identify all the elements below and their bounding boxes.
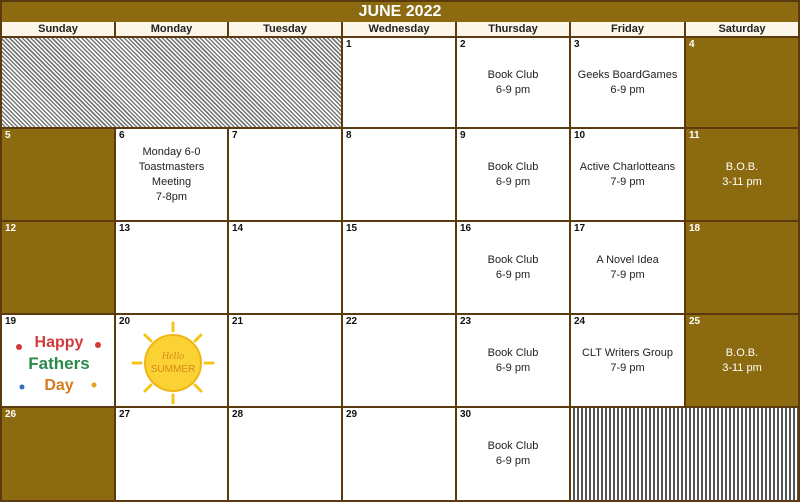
day-cell-8[interactable] bbox=[343, 129, 455, 220]
fathers-day-illustration bbox=[2, 315, 114, 406]
event bbox=[457, 222, 569, 313]
day-cell-26[interactable] bbox=[2, 408, 114, 500]
event-time: 3-11 pm bbox=[722, 175, 762, 188]
event-line: Meeting bbox=[151, 175, 192, 188]
art-word-fathers: Fathers bbox=[28, 354, 90, 373]
day-cell-7[interactable] bbox=[229, 129, 341, 220]
day-cell-25[interactable] bbox=[686, 315, 798, 406]
event-line: Toastmasters bbox=[138, 160, 205, 173]
event-title: CLT Writers Group bbox=[581, 346, 674, 359]
event-line: Monday 6-0 bbox=[142, 145, 201, 158]
event-time: 3-11 pm bbox=[722, 361, 762, 374]
event-time: 6-9 pm bbox=[495, 175, 531, 188]
event bbox=[457, 408, 569, 500]
day-number: 6 bbox=[119, 130, 125, 141]
empty-cell-start bbox=[2, 38, 341, 127]
day-cell-1[interactable] bbox=[343, 38, 455, 127]
day-number: 14 bbox=[232, 223, 244, 234]
sun-icon bbox=[116, 315, 227, 406]
event-time: 7-9 pm bbox=[610, 268, 645, 281]
day-number: 20 bbox=[119, 316, 131, 327]
day-number: 30 bbox=[460, 409, 472, 420]
day-number: 15 bbox=[346, 223, 358, 234]
day-number: 9 bbox=[460, 130, 466, 141]
event bbox=[116, 129, 227, 220]
day-cell-20[interactable] bbox=[116, 315, 227, 406]
event-title: Book Club bbox=[487, 346, 539, 359]
day-cell-18[interactable] bbox=[686, 222, 798, 313]
weekday-monday: Monday bbox=[116, 22, 227, 36]
day-cell-13[interactable] bbox=[116, 222, 227, 313]
event bbox=[571, 315, 684, 406]
day-cell-16[interactable] bbox=[457, 222, 569, 313]
event bbox=[686, 129, 798, 220]
event-title: Active Charlotteans bbox=[579, 160, 676, 173]
art-word-hello: Hello bbox=[161, 351, 185, 362]
day-number: 26 bbox=[5, 409, 17, 420]
day-cell-2[interactable] bbox=[457, 38, 569, 127]
event-title: Geeks BoardGames bbox=[577, 68, 678, 81]
day-number: 28 bbox=[232, 409, 244, 420]
day-cell-12[interactable] bbox=[2, 222, 114, 313]
event-title: Book Club bbox=[487, 160, 539, 173]
day-number: 21 bbox=[232, 316, 244, 327]
calendar-title: JUNE 2022 bbox=[2, 2, 798, 22]
day-number: 19 bbox=[5, 316, 17, 327]
day-number: 1 bbox=[346, 39, 352, 50]
day-cell-11[interactable] bbox=[686, 129, 798, 220]
event-time: 6-9 pm bbox=[495, 361, 531, 374]
event bbox=[686, 315, 798, 406]
day-number: 22 bbox=[346, 316, 358, 327]
day-cell-10[interactable] bbox=[571, 129, 684, 220]
day-cell-14[interactable] bbox=[229, 222, 341, 313]
day-number: 10 bbox=[574, 130, 586, 141]
day-number: 27 bbox=[119, 409, 131, 420]
day-cell-3[interactable] bbox=[571, 38, 684, 127]
day-cell-23[interactable] bbox=[457, 315, 569, 406]
day-number: 17 bbox=[574, 223, 586, 234]
weekday-saturday: Saturday bbox=[686, 22, 798, 36]
day-cell-6[interactable] bbox=[116, 129, 227, 220]
event bbox=[457, 129, 569, 220]
day-cell-5[interactable] bbox=[2, 129, 114, 220]
event-time: 6-9 pm bbox=[495, 83, 531, 96]
day-number: 23 bbox=[460, 316, 472, 327]
event-title: Book Club bbox=[487, 440, 539, 452]
day-number: 13 bbox=[119, 223, 131, 234]
day-number: 5 bbox=[5, 130, 11, 141]
art-word-day: Day bbox=[44, 377, 74, 394]
day-cell-21[interactable] bbox=[229, 315, 341, 406]
event bbox=[457, 38, 569, 127]
day-cell-22[interactable] bbox=[343, 315, 455, 406]
day-number: 18 bbox=[689, 223, 701, 234]
event bbox=[457, 315, 569, 406]
day-cell-19[interactable] bbox=[2, 315, 114, 406]
day-cell-17[interactable] bbox=[571, 222, 684, 313]
weekday-sunday: Sunday bbox=[2, 22, 114, 36]
day-cell-28[interactable] bbox=[229, 408, 341, 500]
day-number: 11 bbox=[689, 130, 700, 141]
event-title: B.O.B. bbox=[725, 160, 759, 173]
event-time: 7-9 pm bbox=[610, 175, 645, 188]
day-cell-15[interactable] bbox=[343, 222, 455, 313]
day-number: 8 bbox=[346, 130, 352, 141]
day-number: 24 bbox=[574, 316, 586, 327]
art-word-summer: SUMMER bbox=[150, 364, 196, 375]
day-cell-9[interactable] bbox=[457, 129, 569, 220]
day-number: 12 bbox=[5, 223, 17, 234]
event-title: A Novel Idea bbox=[596, 253, 659, 266]
event bbox=[571, 222, 684, 313]
event-time: 6-9 pm bbox=[495, 268, 531, 281]
event bbox=[571, 38, 684, 127]
day-number: 29 bbox=[346, 409, 358, 420]
day-number: 7 bbox=[232, 130, 238, 141]
event bbox=[571, 129, 684, 220]
day-cell-29[interactable] bbox=[343, 408, 455, 500]
art-word-happy: Happy bbox=[34, 334, 84, 351]
day-cell-4[interactable] bbox=[686, 38, 798, 127]
event-time: 7-9 pm bbox=[610, 361, 645, 374]
day-number: 2 bbox=[460, 39, 466, 50]
event-time: 7-8pm bbox=[155, 190, 188, 203]
day-number: 16 bbox=[460, 223, 472, 234]
day-cell-30[interactable] bbox=[457, 408, 569, 500]
weekday-tuesday: Tuesday bbox=[229, 22, 341, 36]
event-title: Book Club bbox=[487, 68, 539, 81]
day-number: 4 bbox=[689, 39, 695, 50]
event-time: 6-9 pm bbox=[610, 83, 645, 96]
day-number: 3 bbox=[574, 39, 580, 50]
weekday-thursday: Thursday bbox=[457, 22, 569, 36]
event-time: 6-9 pm bbox=[495, 455, 531, 467]
day-number: 25 bbox=[689, 316, 701, 327]
weekday-wednesday: Wednesday bbox=[343, 22, 455, 36]
day-cell-24[interactable] bbox=[571, 315, 684, 406]
day-cell-27[interactable] bbox=[116, 408, 227, 500]
empty-cell-end bbox=[571, 408, 798, 500]
event-title: Book Club bbox=[487, 253, 539, 266]
event-title: B.O.B. bbox=[725, 346, 759, 359]
weekday-friday: Friday bbox=[571, 22, 684, 36]
